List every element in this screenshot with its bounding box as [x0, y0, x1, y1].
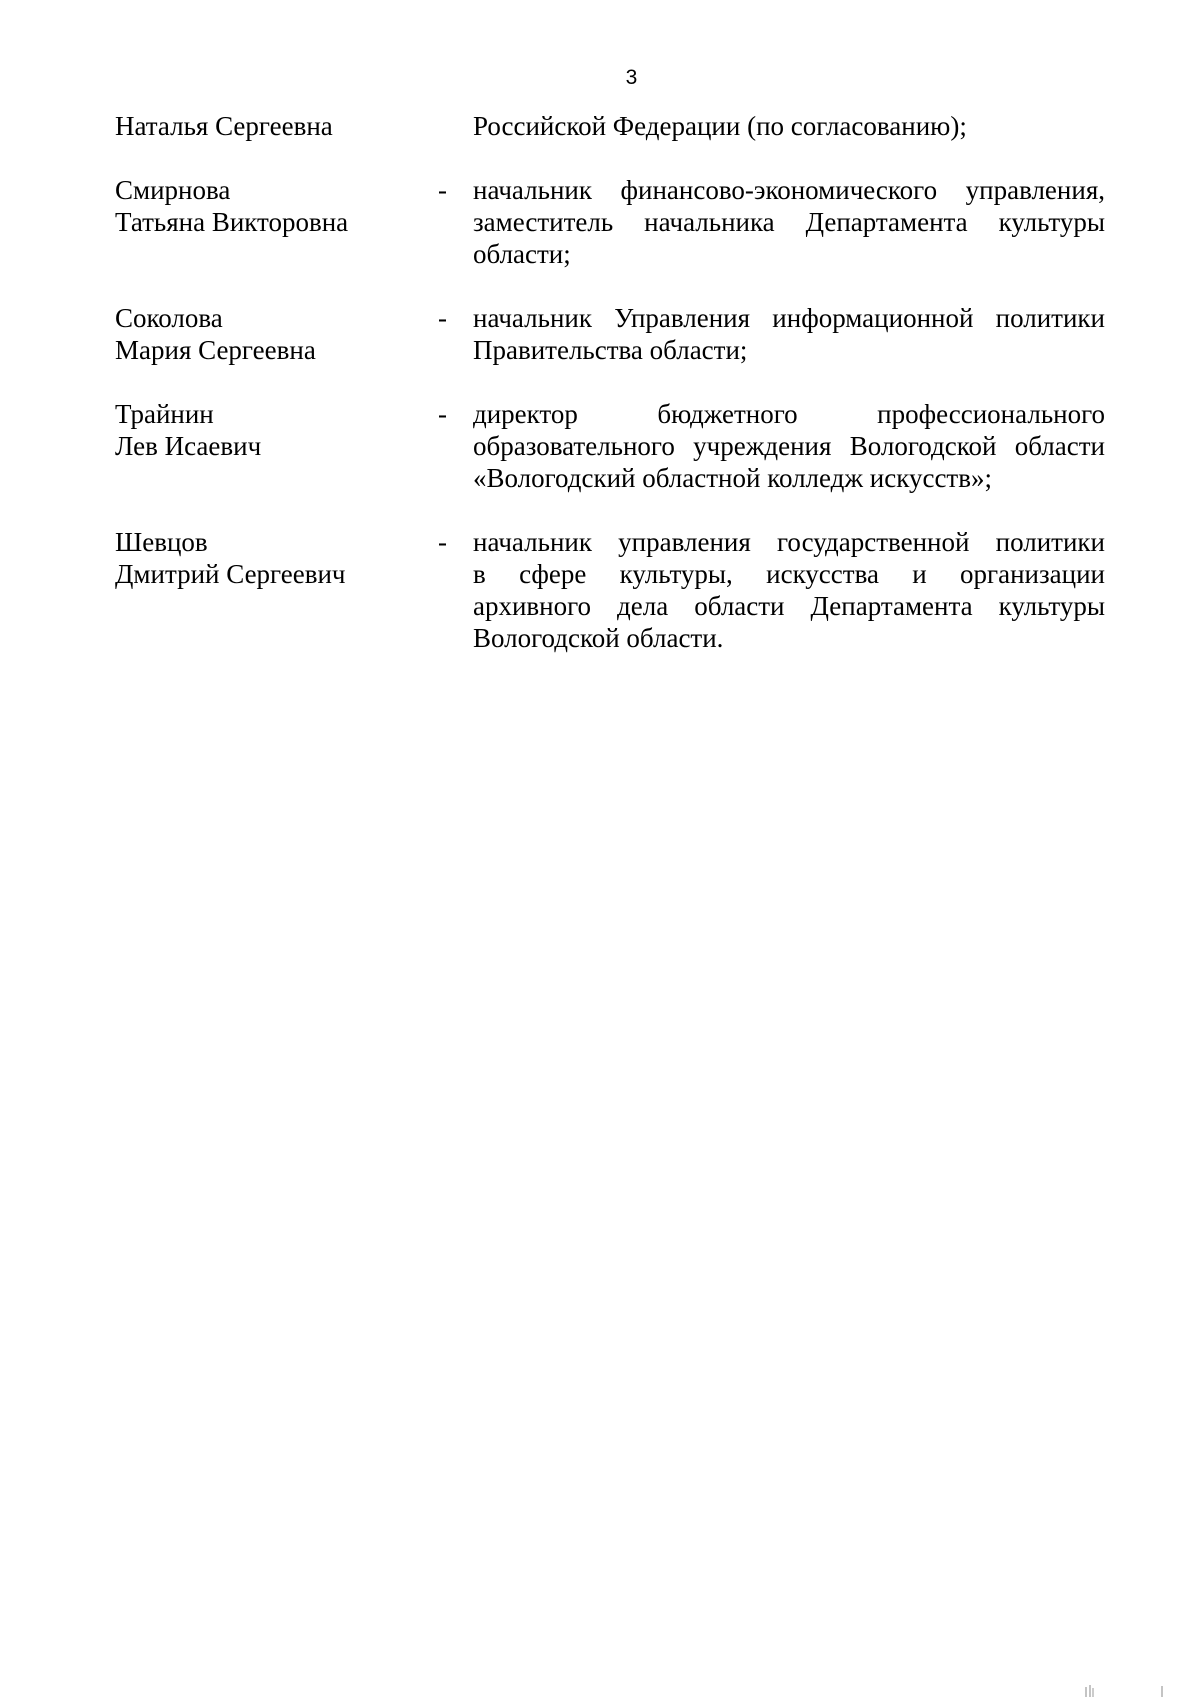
member-position-line: области; — [473, 239, 571, 269]
member-surname: Шевцов — [115, 527, 208, 557]
member-given-names: Татьяна Викторовна — [115, 207, 349, 237]
member-position — [473, 302, 1105, 366]
member-surname: Смирнова — [115, 175, 231, 205]
member-name — [115, 302, 415, 366]
member-name — [115, 110, 415, 142]
scan-artifact-marks — [1080, 1683, 1200, 1697]
member-position-line: Вологодской области. — [473, 623, 724, 653]
member-given-names: Дмитрий Сергеевич — [115, 559, 346, 589]
member-name — [115, 174, 415, 238]
member-position-line: «Вологодский областной колледж искусств»; — [473, 463, 992, 493]
member-position-line: в сфере культуры, искусства и организации — [473, 559, 1105, 589]
dash-separator: - — [438, 175, 447, 205]
member-position-line: Правительства области; — [473, 335, 748, 365]
page-number: 3 — [625, 66, 638, 89]
dash-separator: - — [438, 527, 447, 557]
member-position — [473, 174, 1105, 270]
member-position-line: начальник управления государственной политики — [473, 527, 1105, 557]
member-position-line: директор бюджетного профессионального — [473, 399, 1105, 429]
member-surname: Трайнин — [115, 399, 214, 429]
member-position-line: Российской Федерации (по согласованию); — [473, 111, 967, 141]
member-position-line: архивного дела области Департамента культуры — [473, 591, 1105, 621]
member-given-names: Мария Сергеевна — [115, 335, 316, 365]
member-position-line: образовательного учреждения Вологодской области — [473, 431, 1105, 461]
dash-separator: - — [438, 399, 447, 429]
member-position — [473, 110, 1105, 142]
member-name-line: Наталья Сергеевна — [115, 111, 333, 141]
member-position — [473, 526, 1105, 654]
member-surname: Соколова — [115, 303, 223, 333]
member-position — [473, 398, 1105, 494]
member-position-line: заместитель начальника Департамента культуры — [473, 207, 1105, 237]
member-given-names: Лев Исаевич — [115, 431, 262, 461]
member-position-line: начальник Управления информационной политики — [473, 303, 1105, 333]
member-name — [115, 398, 415, 462]
member-position-line: начальник финансово-экономического управления, — [473, 175, 1105, 205]
member-name — [115, 526, 415, 590]
dash-separator: - — [438, 303, 447, 333]
